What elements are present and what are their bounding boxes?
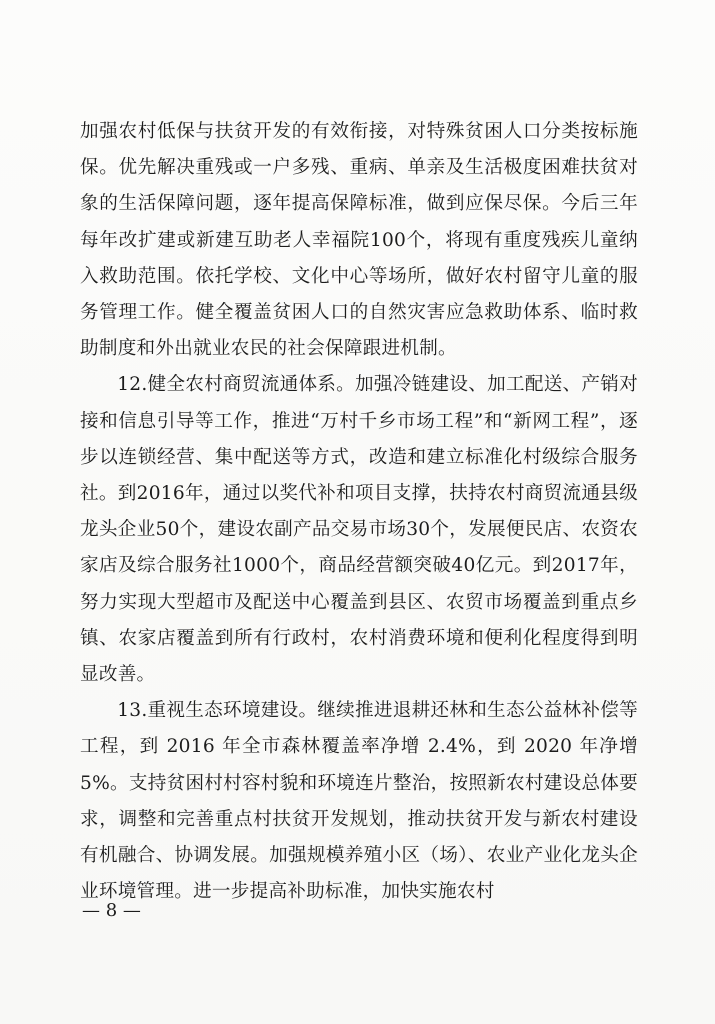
body-text <box>80 114 638 910</box>
paragraph-social-assistance: 加强农村低保与扶贫开发的有效衔接，对特殊贫困人口分类按标施保。优先解决重残或一户多残、重病、单亲及生活极度困难扶贫对象的生活保障问题，逐年提高保障标准，做到应保尽保。今后三年每年改扩建或新建互助老人幸福院100个，将现有重度残疾儿童纳入救助范围。依托学校、文化中心等场所，做好农村留守儿童的服务管理工作。健全覆盖贫困人口的自然灾害应急救助体系、临时救助制度和外出就业农民的社会保障跟进机制。 <box>80 121 638 360</box>
paragraph-rural-commerce: 12.健全农村商贸流通体系。加强冷链建设、加工配送、产销对接和信息引导等工作，推进“万村千乡市场工程”和“新网工程”，逐步以连锁经营、集中配送等方式，改造和建立标准化村级综合服务社。到2016年，通过以奖代补和项目支撑，扶持农村商贸流通县级龙头企业50个，建设农副产品交易市场30个，发展便民店、农资农家店及综合服务社1000个，商品经营额突破40亿元。到2017年，努力实现大型超市及配送中心覆盖到县区、农贸市场覆盖到重点乡镇、农家店覆盖到所有行政村，农村消费环境和便利化程度得到明显改善。 <box>80 374 638 686</box>
page-number: — 8 — <box>82 900 141 921</box>
paragraph-ecological-environment: 13.重视生态环境建设。继续推进退耕还林和生态公益林补偿等工程，到 2016 年全市森林覆盖率净增 2.4%，到 2020 年净增 5%。支持贫困村村容村貌和环境连片整治，按照新农村建设总体要求，调整和完善重点村扶贫开发规划，推动扶贫开发与新农村建设有机融合、协调发展。加强规模养殖小区（场）、农业产业化龙头企业环境管理。进一步提高补助标准，加快实施农村 <box>80 700 638 903</box>
